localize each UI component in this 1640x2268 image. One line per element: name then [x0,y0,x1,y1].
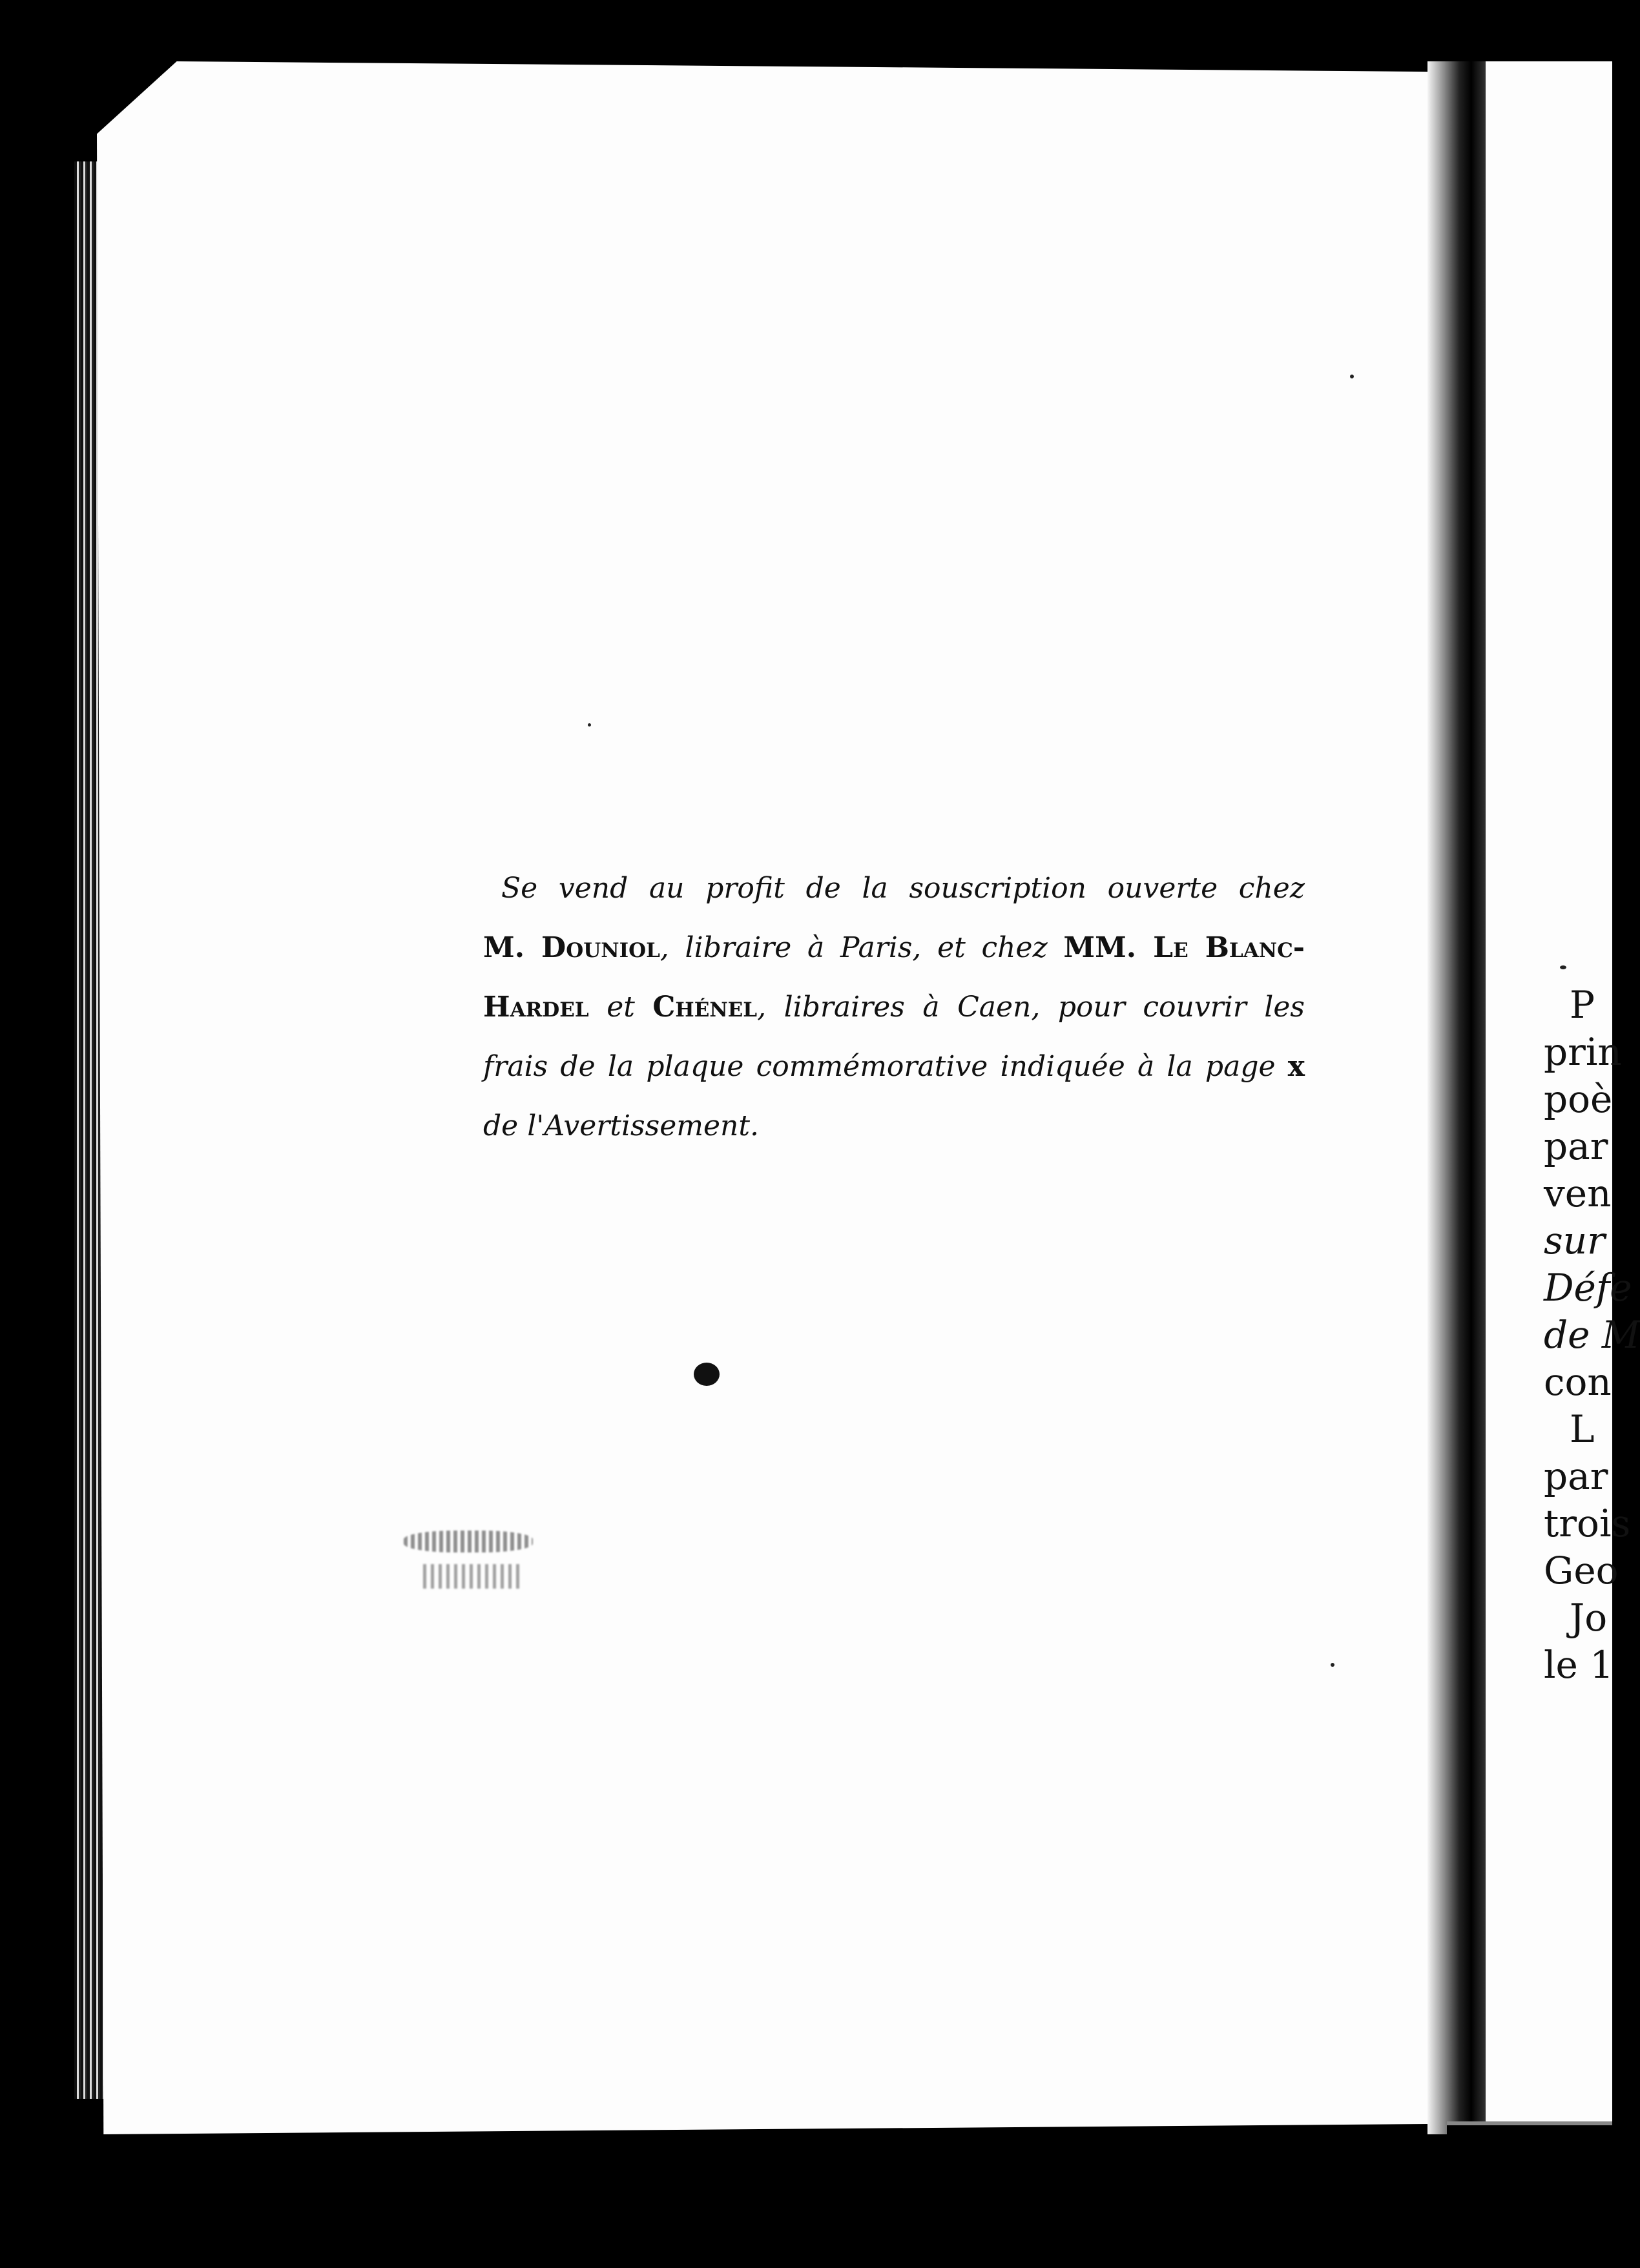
facing-line: Jo [1570,1596,1608,1640]
facing-line: Geo [1544,1549,1619,1593]
dust-speck [1331,1663,1334,1667]
library-stamp [404,1531,539,1595]
notice-line: Hardel et Chénel, libraires à Caen, pour couvrir les [483,991,1305,1024]
ink-blot [694,1363,720,1386]
facing-line: poè [1544,1077,1613,1121]
right-page-bottom-edge [1447,2121,1612,2151]
sale-notice [483,859,1305,1156]
facing-line: sur [1544,1219,1605,1263]
notice-line: M. Douniol, libraire à Paris, et chez MM. Le Blanc- [483,931,1305,964]
dust-speck [588,723,591,727]
facing-page-text [1544,982,1640,1689]
facing-line: con [1544,1360,1612,1404]
facing-line: prin [1544,1030,1622,1074]
dust-speck [1560,965,1566,969]
facing-line: par [1544,1124,1608,1168]
dust-speck [1350,375,1354,378]
facing-line: par [1544,1454,1608,1498]
binding-gutter [1427,61,1486,2134]
notice-line: de l'Avertissement. [483,1109,760,1142]
facing-line: le 1 [1544,1643,1614,1687]
facing-line: ven [1544,1171,1612,1215]
facing-line: Défe [1544,1266,1632,1310]
facing-line: L [1570,1407,1595,1451]
facing-line: de M [1544,1313,1640,1357]
notice-line: Se vend au profit de la souscription ouverte chez [501,872,1305,905]
notice-line: frais de la plaque commémorative indiquée à la page x [483,1050,1305,1083]
facing-line: P [1570,983,1595,1027]
facing-line: trois [1544,1501,1631,1545]
